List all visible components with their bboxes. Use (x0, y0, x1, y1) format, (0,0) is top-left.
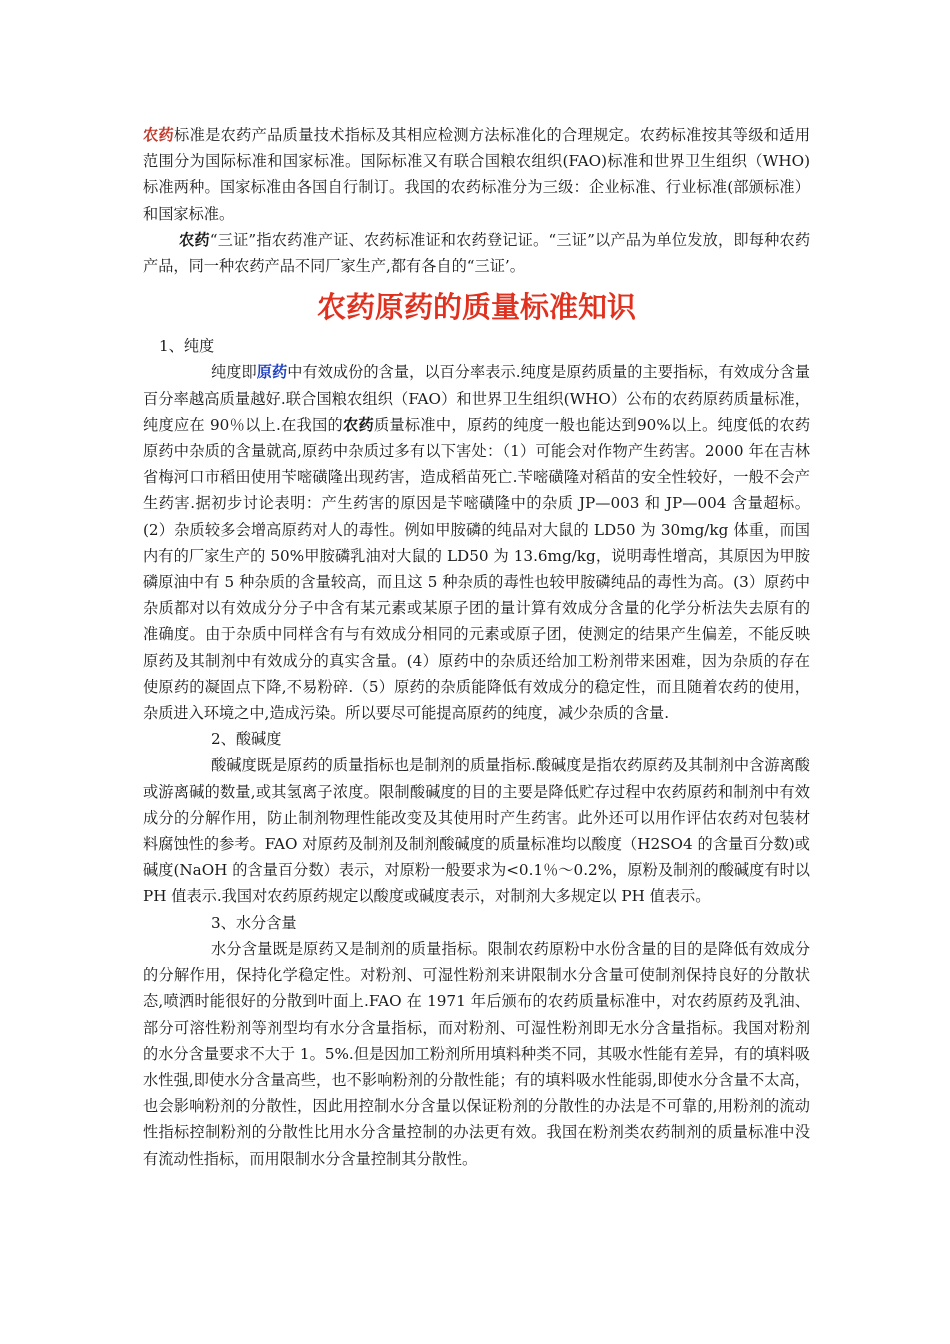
keyword-link-raw-drug[interactable]: 原药 (256, 363, 288, 382)
keyword-pesticide: 农药 (179, 230, 210, 249)
purity-text-post: 质量标准中，原药的纯度一般也能达到90%以上。纯度低的农药原药中杂质的含量就高,原药中杂质过多有以下害处：（1）可能会对作物产生药害。2000 年在吉林省梅河口市稻田使用苄嘧磺隆出现药害，造成稻苗死亡.苄嘧磺隆对稻苗的安全性较好，一般不会产生药害.据初步讨论表明：产生药害的原因是苄嘧磺隆中的杂质 JP—003 和 JP—004 含量超标。(2）杂质较多会增高原药对人的毒性。例如甲胺磷的纯品对大鼠的 LD50 为 30mg/kg 体重，而国内有的厂家生产的 50%甲胺磷乳油对大鼠的 LD50 为 13.6mg/kg，说明毒性增高，其原因为甲胺磷原油中有 5 种杂质的含量较高，而且这 5 种杂质的毒性也较甲胺磷纯品的毒性为高。(3）原药中杂质都对以有效成分分子中含有某元素或某原子团的量计算有效成分含量的化学分析法失去原有的准确度。由于杂质中同样含有与有效成分相同的元素或原子团，使测定的结果产生偏差，不能反映原药及其制剂中有效成分的真实含量。(4）原药中的杂质还给加工粉剂带来困难，因为杂质的存在使原药的凝固点下降,不易粉碎.（5）原药的杂质能降低有效成分的稳定性，而且随着农药的使用，杂质进入环境之中,造成污染。所以要尽可能提高原药的纯度，减少杂质的含量. (143, 415, 811, 723)
section-heading-purity: 1、纯度 (159, 337, 215, 356)
document-title: 农药原药的质量标准知识 (316, 290, 636, 325)
intro-paragraph-1 (143, 122, 810, 227)
keyword-link-pesticide[interactable]: 农药 (143, 126, 175, 144)
purity-text-pre: 纯度即 (211, 363, 257, 382)
section-heading-acidity: 2、酸碱度 (211, 730, 282, 749)
intro-paragraph-1-text: 标准是农药产品质量技术指标及其相应检测方法标准化的合理规定。农药标准按其等级和适用范围分为国际标准和国家标准。国际标准又有联合国粮农组织(FAO)标准和世界卫生组织（WHO)标准两种。国家标准由各国自行制订。我国的农药标准分为三级：企业标准、行业标准(部颁标准）和国家标准。 (143, 126, 811, 223)
section-body-purity (143, 359, 810, 726)
document-body (143, 122, 810, 1172)
intro-paragraph-2-text: “三证”指农药准产证、农药标准证和农药登记证。“三证”以产品为单位发放，即每种农药产品，同一种农药产品不同厂家生产,都有各自的“三证’。 (143, 230, 811, 276)
section-heading-moisture: 3、水分含量 (211, 913, 297, 932)
keyword-pesticide-bold: 农药 (343, 415, 374, 434)
section-body-acidity: 酸碱度既是原药的质量指标也是制剂的质量指标.酸碱度是指农药原药及其制剂中含游离酸或游离碱的数量,或其氢离子浓度。限制酸碱度的目的主要是降低贮存过程中农药原药和制剂中有效成分的分解作用，防止制剂物理性能改变及其使用时产生药害。此外还可以用作评估农药对包装材料腐蚀性的参考。FAO 对原药及制剂及制剂酸碱度的质量标准均以酸度（H2SO4 的含量百分数)或碱度(NaOH 的含量百分数）表示，对原粉一般要求为<0.1％～0.2%，原粉及制剂的酸碱度有时以 PH 值表示.我国对农药原药规定以酸度或碱度表示，对制剂大多规定以 PH 值表示。 (143, 756, 810, 906)
intro-paragraph-2 (143, 227, 810, 279)
purity-text-mid: 中有效成份的含量，以百分率表示.纯度是原药质量的主要指标，有效成分含量百分率越高质量越好.联合国粮农组织（FAO）和世界卫生组织(WHO）公布的农药原药质量标准，纯度应在 90％以上.在我国的 (143, 363, 811, 434)
section-body-moisture: 水分含量既是原药又是制剂的质量指标。限制农药原粉中水份含量的目的是降低有效成分的分解作用，保持化学稳定性。对粉剂、可湿性粉剂来讲限制水分含量可使制剂保持良好的分散状态,喷洒时能很好的分散到叶面上.FAO 在 1971 年后颁布的农药质量标准中，对农药原药及乳油、部分可溶性粉剂等剂型均有水分含量指标，而对粉剂、可湿性粉剂即无水分含量指标。我国对粉剂的水分含量要求不大于 1。5%.但是因加工粉剂所用填料种类不同，其吸水性能有差异，有的填料吸水性强,即使水分含量高些，也不影响粉剂的分散性能；有的填料吸水性能弱,即使水分含量不太高，也会影响粉剂的分散性，因此用控制水分含量以保证粉剂的分散性的办法是不可靠的,用粉剂的流动性指标控制粉剂的分散性比用水分含量控制的办法更有效。我国在粉剂类农药制剂的质量标准中没有流动性指标，而用限制水分含量控制其分散性。 (143, 939, 810, 1168)
